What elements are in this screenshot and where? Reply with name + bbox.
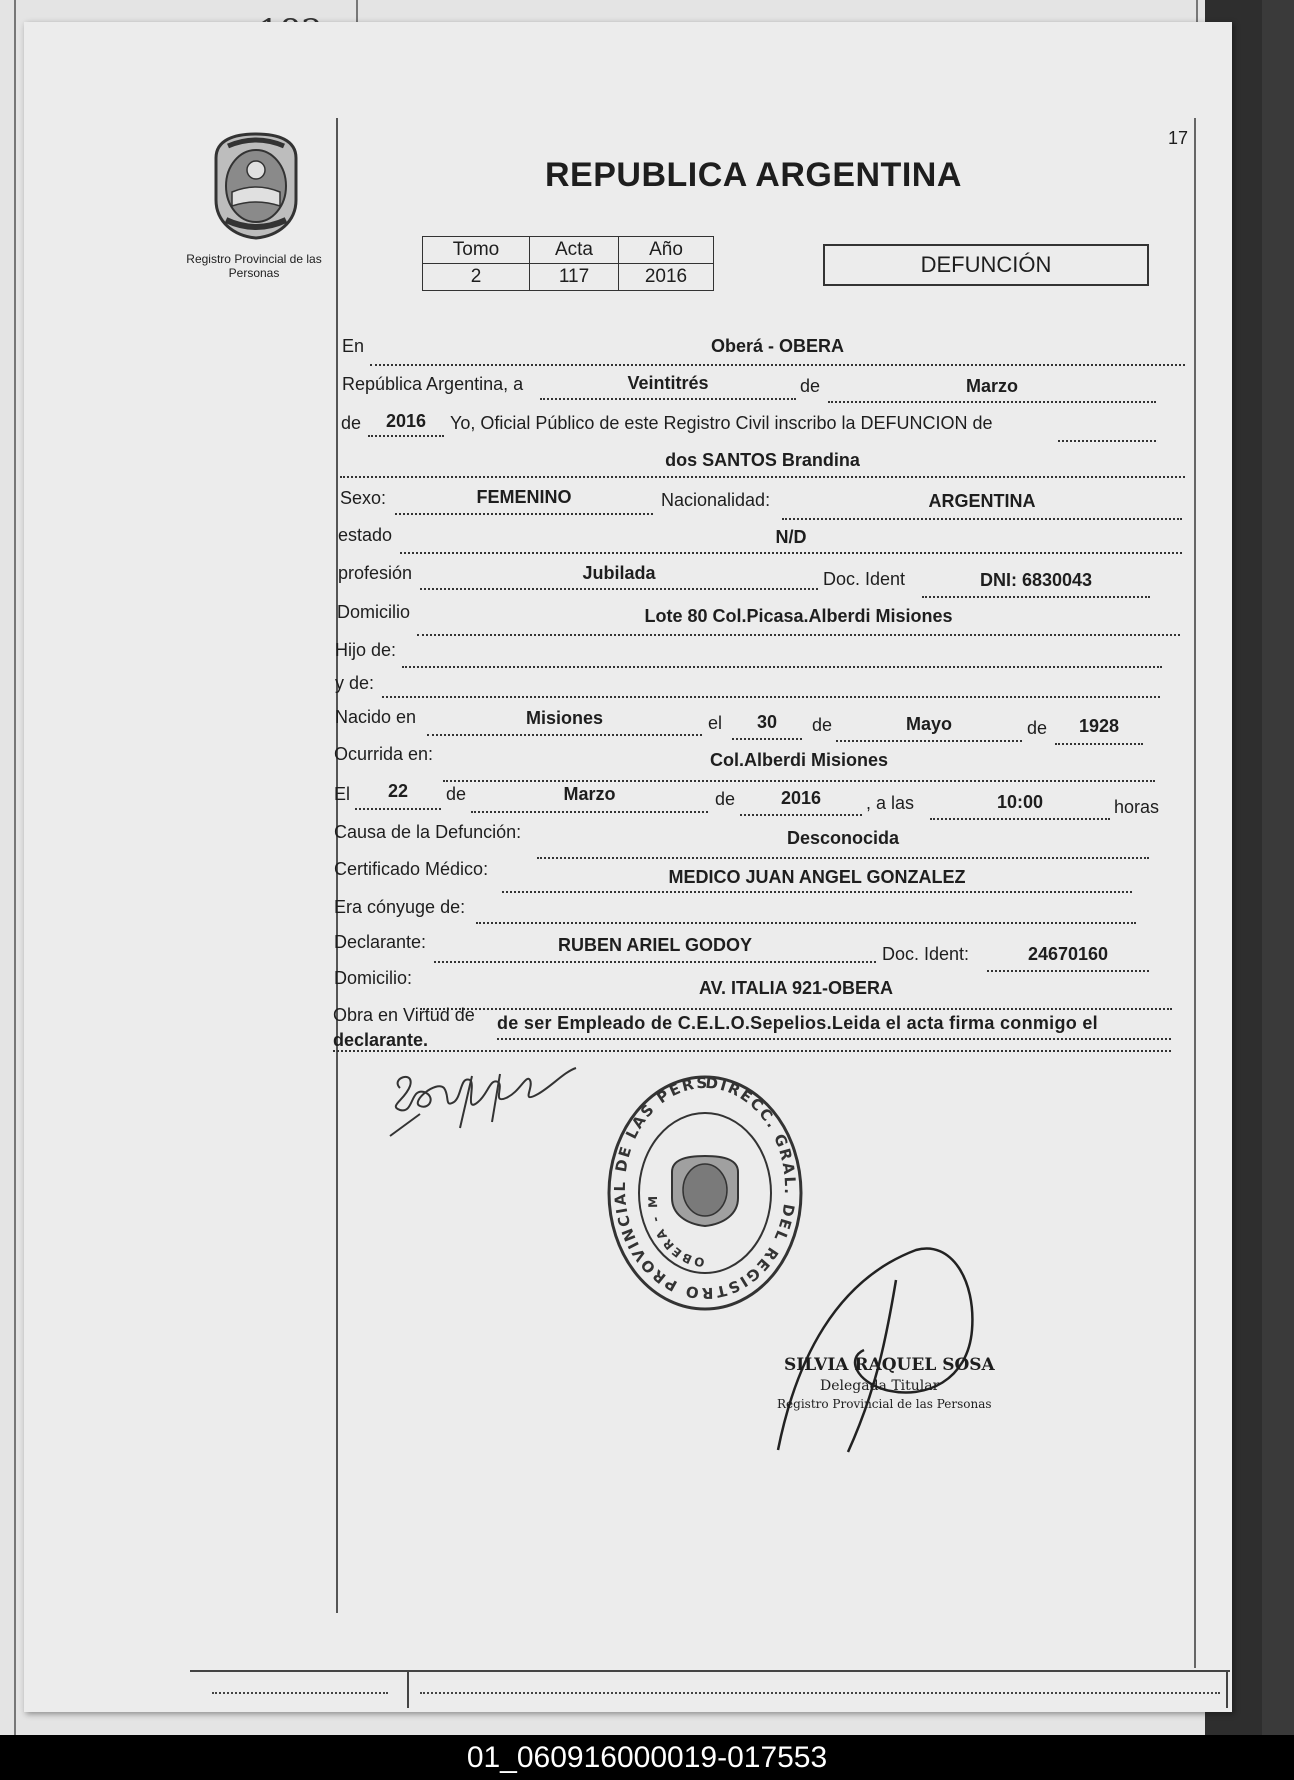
bottom-rule (190, 1670, 1230, 1672)
bottom-divider (407, 1670, 409, 1708)
line-profesion (420, 588, 818, 590)
line-domicilio (417, 634, 1180, 636)
value-obra-line1: de ser Empleado de C.E.L.O.Sepelios.Leida el acta firma conmigo el (497, 1013, 1098, 1033)
label-doc-ident-declarante: Doc. Ident: (882, 944, 970, 964)
label-el-def: El (334, 784, 351, 804)
acta-value: 117 (530, 264, 619, 291)
value-declarante: RUBEN ARIEL GODOY (557, 935, 753, 955)
label-sexo: Sexo: (340, 488, 387, 508)
tomo-header: Tomo (423, 237, 530, 264)
line-def-anio (740, 814, 862, 816)
value-nacionalidad: ARGENTINA (928, 491, 1036, 511)
line-defuncion-de (1058, 440, 1156, 442)
value-nac-dia: 30 (756, 712, 778, 732)
line-obra-1 (497, 1038, 1171, 1040)
label-de-def-mes: de (446, 784, 467, 804)
officer-name: SILVIA RAQUEL SOSA (784, 1355, 995, 1375)
officer-title: Delegada Titular (820, 1378, 940, 1394)
label-obra: Obra en Virtud de (333, 1005, 475, 1025)
line-declarante-doc (987, 970, 1149, 972)
line-nacido-en (427, 734, 702, 736)
binding-edge (1262, 0, 1294, 1735)
line-ocurrida-en (443, 780, 1155, 782)
value-dia: Veintitrés (627, 373, 709, 393)
value-def-anio: 2016 (780, 788, 822, 808)
value-estado: N/D (775, 527, 807, 547)
label-domicilio-declarante: Domicilio: (334, 968, 413, 988)
line-causa (537, 857, 1149, 859)
value-obra-line2: declarante. (333, 1030, 429, 1050)
label-nacionalidad: Nacionalidad: (661, 490, 771, 510)
bottom-dotted-line-right (420, 1692, 1220, 1694)
province-seal-icon (208, 130, 304, 247)
label-hijo-de: Hijo de: (335, 640, 397, 660)
line-nac-anio (1055, 743, 1143, 745)
stamp-ring-text: DIRECC. GRAL. DEL REGISTRO PROVINCIAL DE LAS PERS (610, 1073, 800, 1303)
line-sexo (395, 513, 653, 515)
label-de-nac-anio: de (1027, 718, 1048, 738)
line-y-de (382, 696, 1160, 698)
line-def-mes (471, 811, 708, 813)
line-nombre (340, 476, 1185, 478)
value-nac-anio: 1928 (1078, 716, 1120, 736)
registry-label: Registro Provincial de las Personas (186, 252, 322, 280)
bottom-dotted-line-left (212, 1692, 388, 1694)
value-def-dia: 22 (387, 781, 409, 801)
value-profesion: Jubilada (582, 563, 656, 583)
label-de-nac-mes: de (812, 715, 833, 735)
label-horas: horas (1114, 797, 1160, 817)
line-hora (930, 818, 1110, 820)
value-certificado: MEDICO JUAN ANGEL GONZALEZ (668, 867, 966, 887)
tomo-value: 2 (423, 264, 530, 291)
value-mes: Marzo (965, 376, 1018, 396)
value-ocurrida-en: Col.Alberdi Misiones (709, 750, 889, 770)
acta-header: Acta (530, 237, 619, 264)
value-sexo: FEMENINO (476, 487, 572, 507)
underlying-page-edge (14, 0, 16, 1735)
line-conyuge (476, 922, 1136, 924)
right-margin-line (1194, 118, 1196, 1668)
label-de-mes: de (800, 376, 821, 396)
label-de-def-anio: de (715, 789, 736, 809)
label-conyuge: Era cónyuge de: (334, 897, 466, 917)
anio-header: Año (619, 237, 714, 264)
line-certificado (502, 891, 1132, 893)
value-nacido-en: Misiones (525, 708, 604, 728)
label-yo-oficial: Yo, Oficial Público de este Registro Civil inscribo la DEFUNCION de (450, 413, 993, 433)
label-ocurrida-en: Ocurrida en: (334, 744, 434, 764)
value-def-mes: Marzo (563, 784, 616, 804)
line-estado (400, 552, 1182, 554)
line-declarante (434, 961, 876, 963)
value-anio: 2016 (385, 411, 427, 431)
label-de-anio: de (341, 413, 362, 433)
value-nombre: dos SANTOS Brandina (665, 450, 860, 470)
line-dia (540, 398, 796, 400)
value-hora: 10:00 (996, 792, 1044, 812)
line-doc (922, 596, 1150, 598)
reference-header-row (423, 237, 714, 264)
label-certificado: Certificado Médico: (334, 859, 489, 879)
line-obra-2 (333, 1050, 1171, 1052)
line-nacionalidad (782, 518, 1182, 520)
line-hijo-de (402, 666, 1162, 668)
line-lugar (370, 364, 1185, 366)
bottom-divider-right (1226, 1670, 1228, 1708)
label-y-de: y de: (335, 673, 375, 693)
label-estado: estado (338, 525, 393, 545)
label-nacido-en: Nacido en (335, 707, 417, 727)
label-declarante: Declarante: (334, 932, 427, 952)
value-lugar: Oberá - OBERA (710, 336, 845, 356)
label-el: el (708, 713, 723, 733)
reference-value-row (423, 264, 714, 291)
officer-office: Registro Provincial de las Personas (777, 1397, 992, 1411)
value-nac-mes: Mayo (905, 714, 952, 734)
value-declarante-doc: 24670160 (1027, 944, 1109, 964)
label-profesion: profesión (338, 563, 413, 583)
reference-table (422, 236, 714, 291)
label-a-las: , a las (866, 793, 915, 813)
line-anio (368, 435, 444, 437)
scan-caption: 01_060916000019-017553 (0, 1735, 1294, 1780)
label-domicilio: Domicilio (337, 602, 411, 622)
value-causa: Desconocida (786, 828, 900, 848)
value-declarante-domicilio: AV. ITALIA 921-OBERA (698, 978, 894, 998)
label-en: En (342, 336, 365, 356)
line-nac-mes (836, 740, 1022, 742)
document-title: REPUBLICA ARGENTINA (545, 156, 962, 194)
value-domicilio: Lote 80 Col.Picasa.Alberdi Misiones (644, 606, 953, 626)
value-doc: DNI: 6830043 (979, 570, 1093, 590)
page-number: 17 (1168, 128, 1189, 148)
declarant-signature (380, 1058, 600, 1143)
line-nac-dia (732, 738, 802, 740)
label-doc-ident: Doc. Ident (823, 569, 906, 589)
line-def-dia (355, 808, 441, 810)
label-republica: República Argentina, a (342, 374, 524, 394)
document-type-box: DEFUNCIÓN (823, 244, 1149, 286)
label-causa: Causa de la Defunción: (334, 822, 522, 842)
line-declarante-domicilio (420, 1008, 1172, 1010)
stamp-inner-text: OBERA - M (645, 1193, 706, 1270)
officer-signature (776, 1240, 996, 1465)
anio-value: 2016 (619, 264, 714, 291)
line-mes (828, 401, 1156, 403)
